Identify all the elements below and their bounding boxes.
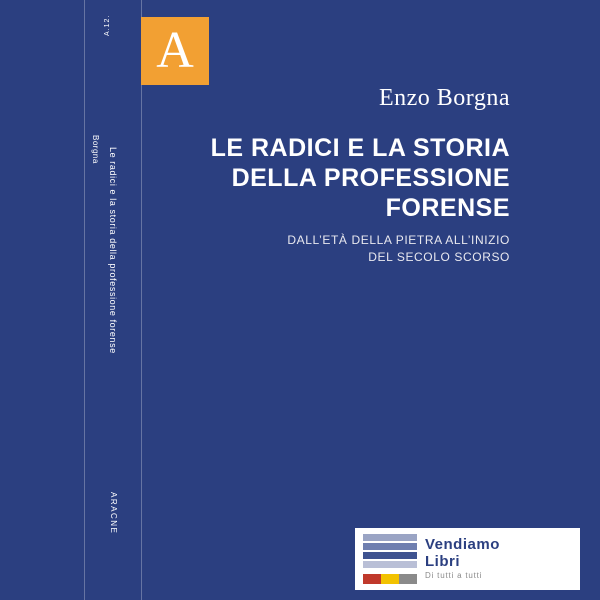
color-swatches [363, 574, 417, 584]
publisher-logo [141, 17, 209, 85]
book-bar-2 [363, 543, 417, 550]
spine-title: Le radici e la storia della professione forense [108, 147, 118, 354]
badge-title-line-1: Vendiamo [425, 536, 500, 553]
swatch-2 [381, 574, 399, 584]
spine-series-code: A.12. [104, 14, 111, 36]
spine-publisher: ARACNE [109, 492, 118, 535]
book-bar-4 [363, 561, 417, 568]
front-cover-face [210, 0, 600, 600]
cover-subtitle-line-1: DALL’ETÀ DELLA PIETRA ALL’INIZIO [287, 233, 510, 247]
swatch-1 [363, 574, 381, 584]
badge-title-line-2: Libri [425, 553, 460, 570]
logo-letter-a: A [156, 22, 194, 79]
watermark-badge [355, 528, 580, 590]
cover-subtitle-line-2: DEL SECOLO SCORSO [368, 250, 510, 264]
spine-divider-right [141, 0, 142, 600]
spine-author: Borgna [91, 135, 100, 164]
cover-subtitle [250, 232, 510, 266]
swatch-3 [399, 574, 417, 584]
cover-author: Enzo Borgna [378, 85, 510, 111]
cover-title: LE RADICI E LA STORIA DELLA PROFESSIONE FORENSE [210, 134, 510, 222]
spine-divider-left [84, 0, 85, 600]
badge-tagline: Di tutti a tutti [425, 571, 483, 580]
book-bar-1 [363, 534, 417, 541]
book-bar-3 [363, 552, 417, 559]
